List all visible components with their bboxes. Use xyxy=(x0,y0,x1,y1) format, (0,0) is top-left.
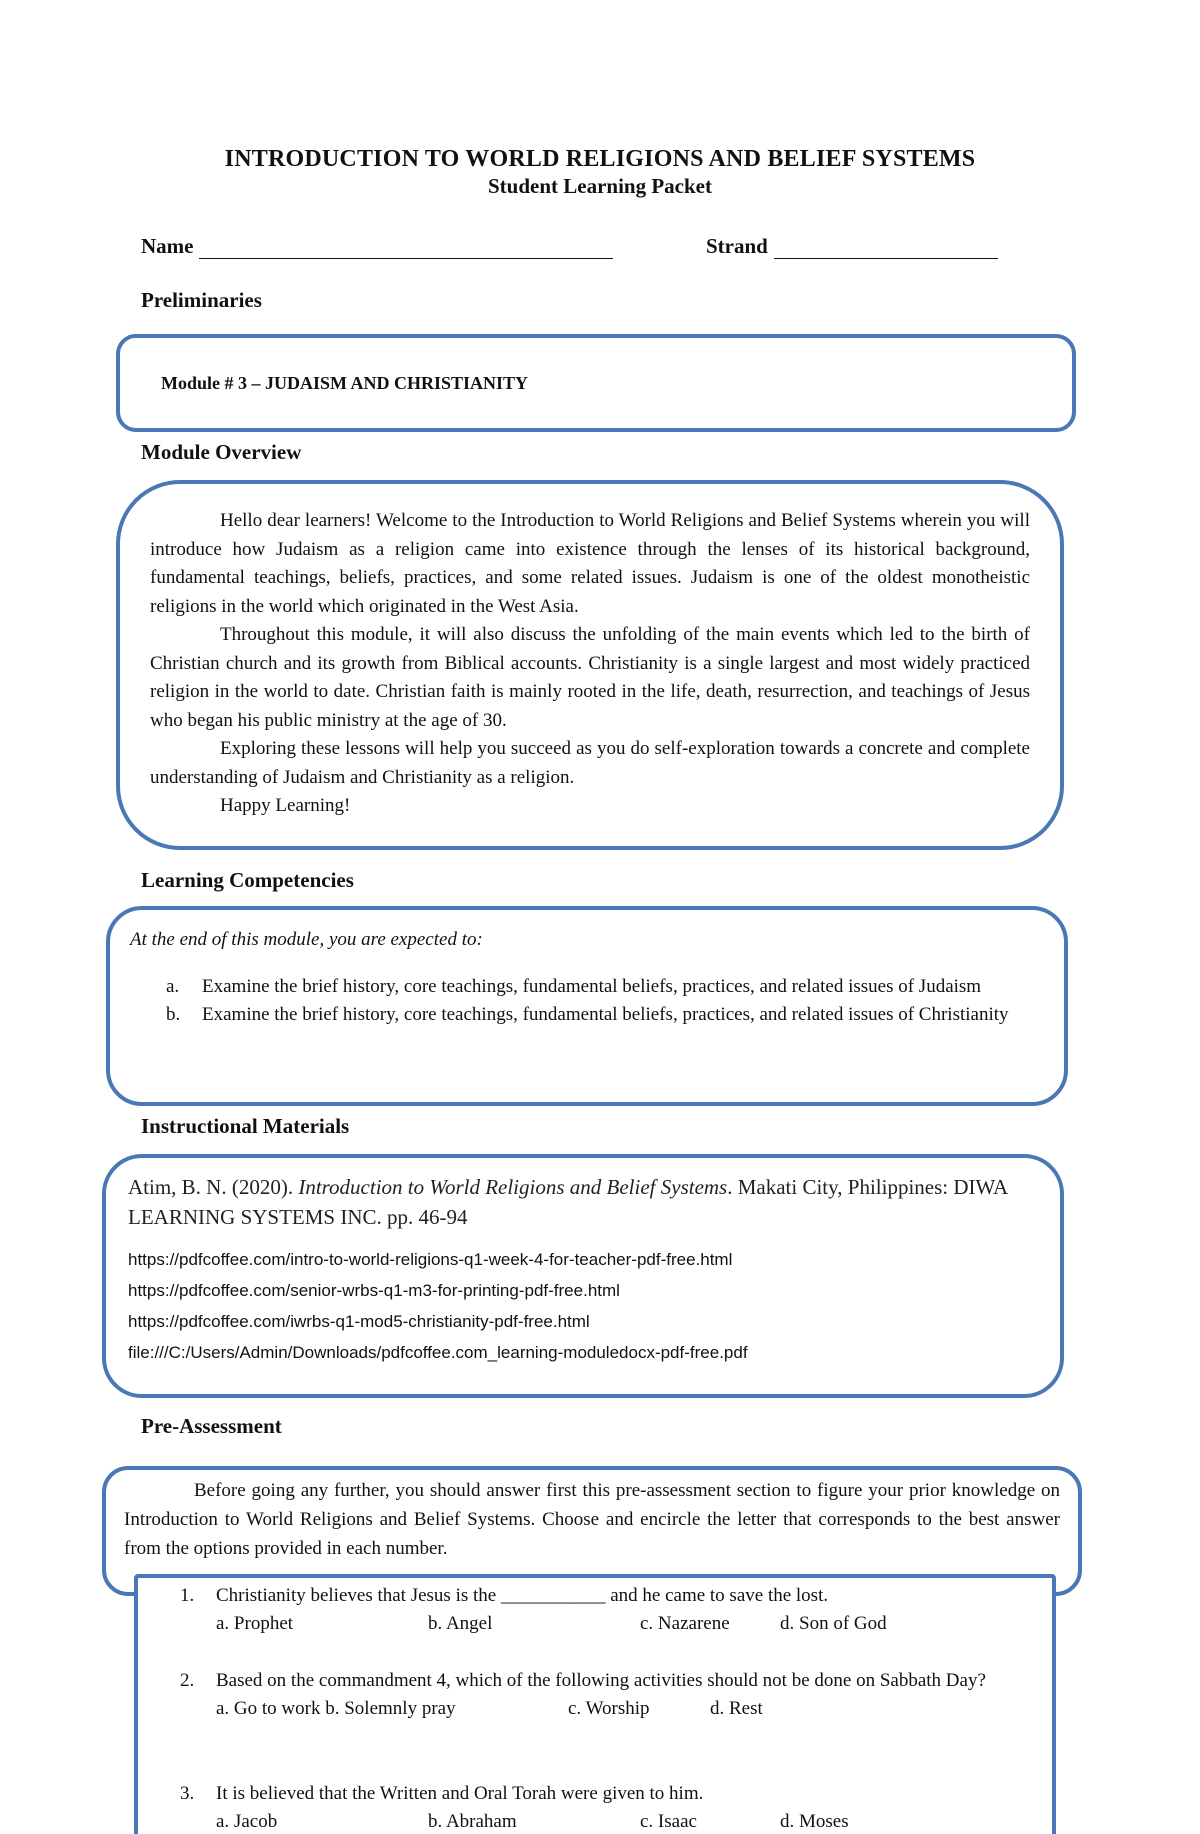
answer-option-d[interactable]: d. Rest xyxy=(710,1698,763,1719)
name-label: Name xyxy=(141,234,194,258)
reference-link[interactable]: https://pdfcoffee.com/iwrbs-q1-mod5-christianity-pdf-free.html xyxy=(128,1312,590,1331)
answer-option-a[interactable]: a. Prophet xyxy=(216,1613,294,1634)
question-options xyxy=(216,1610,1036,1638)
question-item xyxy=(180,1582,1036,1638)
citation-book-title: Introduction to World Religions and Belief Systems xyxy=(298,1175,728,1199)
materials-content xyxy=(128,1172,1028,1368)
answer-option-b[interactable]: b. Abraham xyxy=(428,1811,517,1832)
answer-option-b[interactable]: b. Angel xyxy=(428,1613,493,1634)
reference-link[interactable]: file:///C:/Users/Admin/Downloads/pdfcoffee.com_learning-moduledocx-pdf-free.pdf xyxy=(128,1343,748,1362)
reference-link[interactable]: https://pdfcoffee.com/senior-wrbs-q1-m3-for-printing-pdf-free.html xyxy=(128,1281,620,1300)
answer-option-c[interactable]: c. Worship xyxy=(568,1698,650,1719)
answer-option-d[interactable]: d. Moses xyxy=(780,1811,849,1832)
competency-item xyxy=(166,1001,1030,1030)
pre-assessment-heading: Pre-Assessment xyxy=(141,1414,282,1438)
reference-link[interactable]: https://pdfcoffee.com/intro-to-world-religions-q1-week-4-for-teacher-pdf-free.html xyxy=(128,1250,733,1269)
strand-label: Strand xyxy=(706,234,768,258)
overview-paragraph: Exploring these lessons will help you succeed as you do self-exploration towards a concrete and complete understanding of Judaism and Christianity as a religion. xyxy=(150,738,1030,788)
question-options xyxy=(216,1695,1036,1723)
module-overview-heading: Module Overview xyxy=(141,440,302,464)
competency-item xyxy=(166,973,1030,1002)
question-item xyxy=(180,1667,1036,1723)
question-item xyxy=(180,1780,1036,1834)
name-blank-line[interactable] xyxy=(199,239,613,259)
strand-field[interactable] xyxy=(706,234,998,259)
competencies-content xyxy=(130,926,1030,1030)
question-text: Based on the commandment 4, which of the following activities should not be done on Sabbath Day? xyxy=(216,1670,986,1691)
question-number: 1. xyxy=(180,1585,195,1606)
question-text: Christianity believes that Jesus is the ___________ and he came to save the lost. xyxy=(216,1585,829,1606)
module-overview-text xyxy=(150,507,1030,821)
reference-citation xyxy=(128,1172,1028,1232)
question-text: It is believed that the Written and Oral Torah were given to him. xyxy=(216,1783,704,1804)
competency-text: Examine the brief history, core teachings, fundamental beliefs, practices, and related issues of Judaism xyxy=(202,975,982,997)
answer-option-c[interactable]: c. Nazarene xyxy=(640,1613,730,1634)
competency-marker: a. xyxy=(166,975,180,997)
answer-option-d[interactable]: d. Son of God xyxy=(780,1613,887,1634)
preliminaries-heading: Preliminaries xyxy=(141,288,262,312)
instructional-materials-heading: Instructional Materials xyxy=(141,1114,350,1138)
competencies-intro: At the end of this module, you are expected to: xyxy=(130,929,483,950)
question-number: 3. xyxy=(180,1783,195,1804)
overview-closing: Happy Learning! xyxy=(220,795,351,816)
question-options xyxy=(216,1808,1036,1834)
overview-paragraph: Throughout this module, it will also discuss the unfolding of the main events which led to the birth of Christian church and its growth from Biblical accounts. Christianity is a single largest and most widely practiced religion in the world to date. Christian faith is mainly rooted in the life, death, resurrection, and teachings of Jesus who began his public ministry at the age of 30. xyxy=(150,624,1030,731)
strand-blank-line[interactable] xyxy=(774,239,998,259)
question-number: 2. xyxy=(180,1670,195,1691)
pre-assessment-text: Before going any further, you should answer first this pre-assessment section to figure your prior knowledge on Introduction to World Religions and Belief Systems. Choose and encircle the letter that corresponds to the best answer from the options provided in each number. xyxy=(124,1480,1060,1559)
competency-text: Examine the brief history, core teachings, fundamental beliefs, practices, and related issues of Christianity xyxy=(202,1004,1009,1025)
document-subtitle: Student Learning Packet xyxy=(487,174,712,198)
document-title: INTRODUCTION TO WORLD RELIGIONS AND BELIEF SYSTEMS xyxy=(224,146,976,172)
name-field[interactable] xyxy=(141,234,613,259)
answer-option-c[interactable]: c. Isaac xyxy=(640,1811,697,1832)
citation-author: Atim, B. N. (2020). xyxy=(128,1175,299,1199)
module-title: Module # 3 – JUDAISM AND CHRISTIANITY xyxy=(161,373,529,393)
learning-competencies-heading: Learning Competencies xyxy=(141,868,354,892)
answer-option-a[interactable]: a. Go to work b. Solemnly pray xyxy=(216,1698,456,1719)
competency-marker: b. xyxy=(166,1004,181,1025)
pre-assessment-instructions xyxy=(124,1476,1060,1563)
citation-publisher: . Makati City, Philippines: DIWA LEARNING SYSTEMS INC. pp. 46-94 xyxy=(128,1175,1008,1229)
overview-paragraph: Hello dear learners! Welcome to the Introduction to World Religions and Belief Systems wherein you will introduce how Judaism as a religion came into existence through the lenses of its historical background, fundamental teachings, beliefs, practices, and some related issues. Judaism is one of the oldest monotheistic religions in the world which originated in the West Asia. xyxy=(150,510,1030,617)
answer-option-a[interactable]: a. Jacob xyxy=(216,1811,278,1832)
